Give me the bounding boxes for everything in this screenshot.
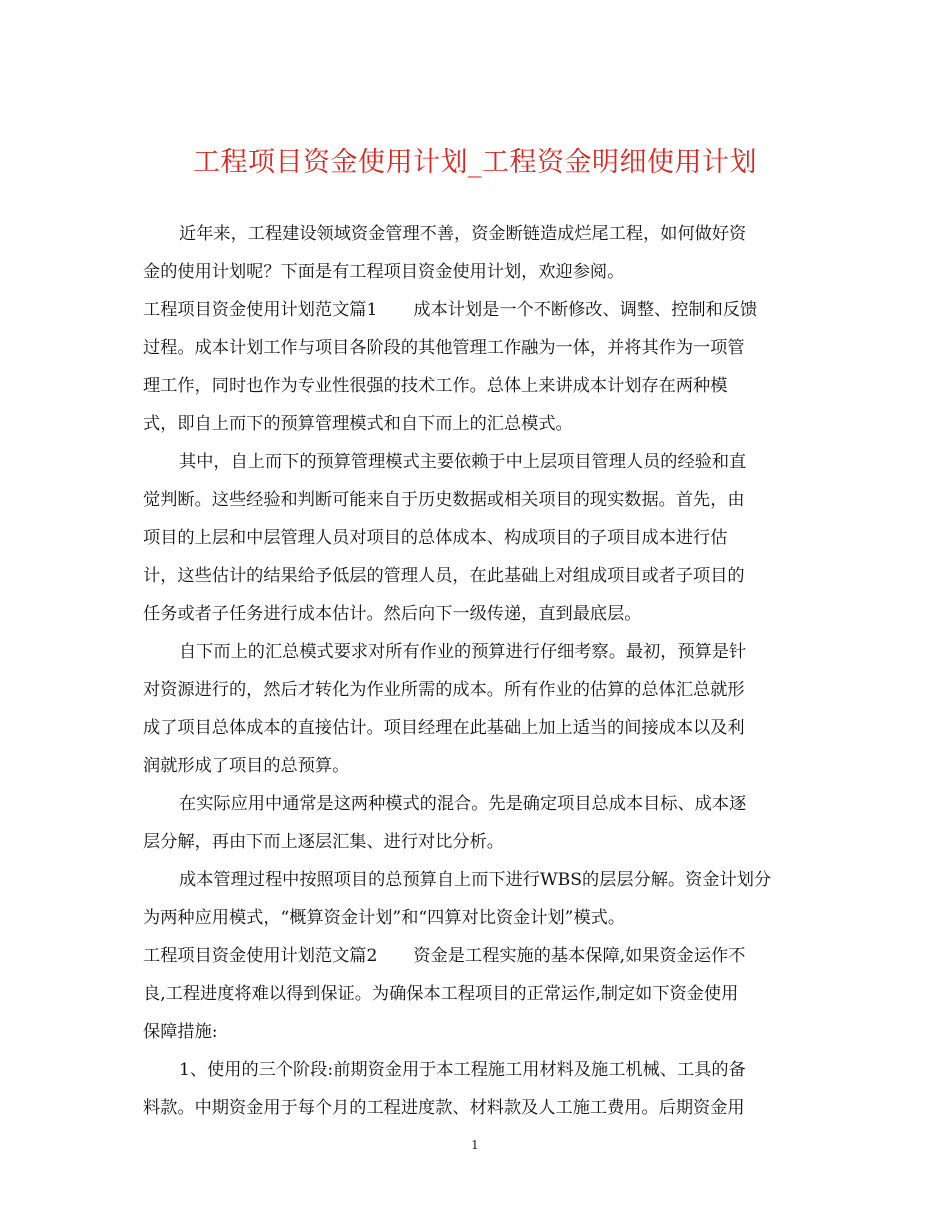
- line-text: 过程。成本计划工作与项目各阶段的其他管理工作融为一体，并将其作为一项管: [143, 338, 745, 358]
- text-line: [143, 519, 813, 557]
- line-text: 式，即自上而下的预算管理模式和自下而上的汇总模式。: [143, 414, 573, 434]
- text-line: [143, 215, 813, 253]
- text-line: [143, 595, 813, 633]
- line-text: 其中，自上而下的预算管理模式主要依赖于中上层项目管理人员的经验和直: [179, 452, 747, 472]
- text-line: [143, 633, 813, 671]
- page-number: 1: [471, 1138, 479, 1152]
- line-text: 自下而上的汇总模式要求对所有作业的预算进行仔细考察。最初，预算是针: [179, 642, 747, 662]
- section-heading: 工程项目资金使用计划范文篇1: [143, 300, 378, 320]
- line-text: 觉判断。这些经验和判断可能来自于历史数据或相关项目的现实数据。首先，由: [143, 490, 745, 510]
- line-text: 成本管理过程中按照项目的总预算自上而下进行WBS的层层分解。资金计划分: [179, 870, 772, 890]
- text-line: [143, 785, 813, 823]
- line-text: 在实际应用中通常是这两种模式的混合。先是确定项目总成本目标、成本逐: [179, 794, 747, 814]
- line-text: 成本计划是一个不断修改、调整、控制和反馈: [413, 300, 758, 320]
- line-text: 层分解，再由下而上逐层汇集、进行对比分析。: [143, 832, 504, 852]
- document-title: 工程项目资金使用计划_工程资金明细使用计划: [193, 147, 757, 178]
- text-line: [143, 367, 813, 405]
- line-text: 良,工程进度将难以得到保证。为确保本工程项目的正常运作,制定如下资金使用: [143, 984, 739, 1004]
- line-text: 保障措施:: [143, 1022, 218, 1042]
- line-text: 润就形成了项目的总预算。: [143, 756, 350, 776]
- text-line: [143, 747, 813, 785]
- text-line: [143, 253, 813, 291]
- text-line: [143, 899, 813, 937]
- line-text: 成了项目总体成本的直接估计。项目经理在此基础上加上适当的间接成本以及利: [143, 718, 745, 738]
- section-heading: 工程项目资金使用计划范文篇2: [143, 946, 378, 966]
- line-text: 金的使用计划呢？下面是有工程项目资金使用计划，欢迎参阅。: [143, 262, 625, 282]
- line-text: 对资源进行的，然后才转化为作业所需的成本。所有作业的估算的总体汇总就形: [143, 680, 745, 700]
- line-text: 料款。中期资金用于每个月的工程进度款、材料款及人工施工费用。后期资金用: [143, 1098, 745, 1118]
- line-text: 为两种应用模式，“概算资金计划”和“四算对比资金计划”模式。: [143, 908, 626, 928]
- text-line: [143, 443, 813, 481]
- line-text: 理工作，同时也作为专业性很强的技术工作。总体上来讲成本计划存在两种模: [143, 376, 728, 396]
- line-text: 计，这些估计的结果给予低层的管理人员，在此基础上对组成项目或者子项目的: [143, 566, 745, 586]
- line-text: 任务或者子任务进行成本估计。然后向下一级传递，直到最底层。: [143, 604, 642, 624]
- document-body: [143, 215, 813, 1127]
- line-text: 近年来，工程建设领域资金管理不善，资金断链造成烂尾工程，如何做好资: [179, 224, 747, 244]
- text-line: [143, 937, 813, 975]
- text-line: [143, 1051, 813, 1089]
- line-text: 项目的上层和中层管理人员对项目的总体成本、构成项目的子项目成本进行估: [143, 528, 728, 548]
- line-text: 1、使用的三个阶段:前期资金用于本工程施工用材料及施工机械、工具的备: [179, 1060, 746, 1080]
- text-line: [143, 1089, 813, 1127]
- text-line: [143, 861, 813, 899]
- text-line: [143, 329, 813, 367]
- text-line: [143, 671, 813, 709]
- text-line: [143, 291, 813, 329]
- text-line: [143, 1013, 813, 1051]
- text-line: [143, 975, 813, 1013]
- text-line: [143, 405, 813, 443]
- text-line: [143, 481, 813, 519]
- line-text: 资金是工程实施的基本保障,如果资金运作不: [413, 946, 746, 966]
- text-line: [143, 557, 813, 595]
- text-line: [143, 823, 813, 861]
- text-line: [143, 709, 813, 747]
